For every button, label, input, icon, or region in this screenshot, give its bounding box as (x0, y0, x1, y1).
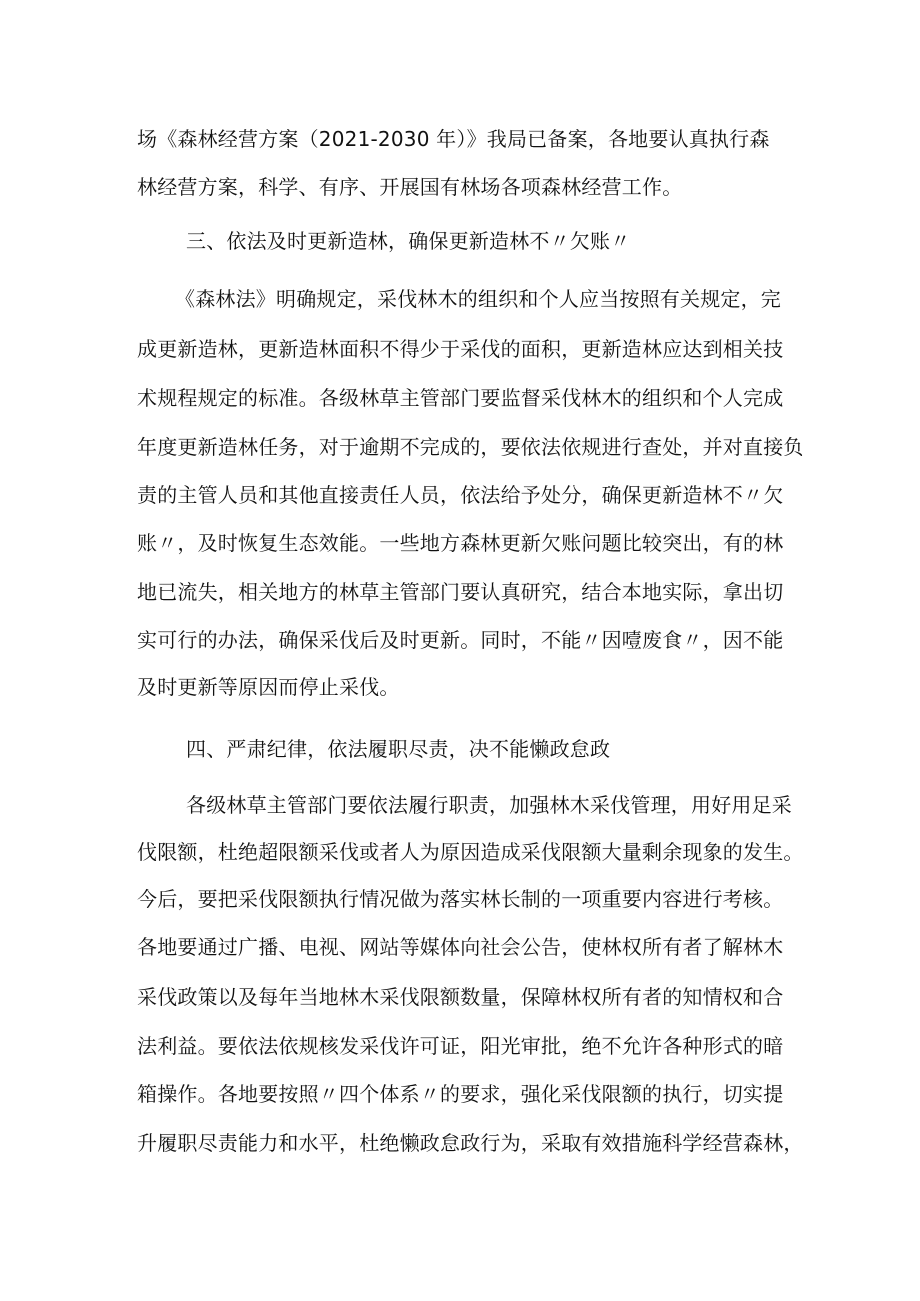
body-line: 今后，要把采伐限额执行情况做为落实林长制的一项重要内容进行考核。 (137, 887, 784, 911)
body-line: 法利益。要依法依规核发采伐许可证，阳光审批，绝不允许各种形式的暗 (137, 1034, 784, 1058)
section-heading-4: 四、严肃纪律，依法履职尽责，决不能懒政怠政 (186, 737, 611, 761)
body-line: 及时更新等原因而停止采伐。 (137, 675, 400, 699)
body-line: 采伐政策以及每年当地林木采伐限额数量，保障林权所有者的知情权和合 (137, 985, 784, 1009)
body-line: 年度更新造林任务，对于逾期不完成的，要依法依规进行查处，并对直接负 (137, 435, 804, 459)
body-line: 实可行的办法，确保采伐后及时更新。同时，不能〃因噎废食〃，因不能 (137, 628, 784, 652)
body-line: 责的主管人员和其他直接责任人员，依法给予处分，确保更新造林不〃欠 (137, 483, 784, 507)
body-line: 各地要通过广播、电视、网站等媒体向社会公告，使林权所有者了解林木 (137, 935, 784, 959)
body-line: 地已流失，相关地方的林草主管部门要认真研究，结合本地实际，拿出切 (137, 580, 784, 604)
body-line: 场《森林经营方案（2021-2030 年）》我局已备案，各地要认真执行森 (137, 127, 770, 151)
body-line: 《森林法》明确规定，采伐林木的组织和个人应当按照有关规定，完 (175, 287, 781, 311)
section-heading-3: 三、依法及时更新造林，确保更新造林不〃欠账〃 (186, 229, 631, 253)
body-line: 账〃，及时恢复生态效能。一些地方森林更新欠账问题比较突出，有的林 (137, 531, 784, 555)
body-line: 升履职尽责能力和水平，杜绝懒政怠政行为，采取有效措施科学经营森林， (137, 1131, 804, 1155)
body-line: 术规程规定的标准。各级林草主管部门要监督采伐林木的组织和个人完成 (137, 386, 784, 410)
body-line: 成更新造林，更新造林面积不得少于采伐的面积，更新造林应达到相关技 (137, 337, 784, 361)
body-line: 箱操作。各地要按照〃四个体系〃的要求，强化采伐限额的执行，切实提 (137, 1082, 784, 1106)
body-line: 各级林草主管部门要依法履行职责，加强林木采伐管理，用好用足采 (186, 793, 792, 817)
body-line: 伐限额，杜绝超限额采伐或者人为原因造成采伐限额大量剩余现象的发生。 (137, 840, 804, 864)
body-line: 林经营方案，科学、有序、开展国有林场各项森林经营工作。 (137, 175, 683, 199)
